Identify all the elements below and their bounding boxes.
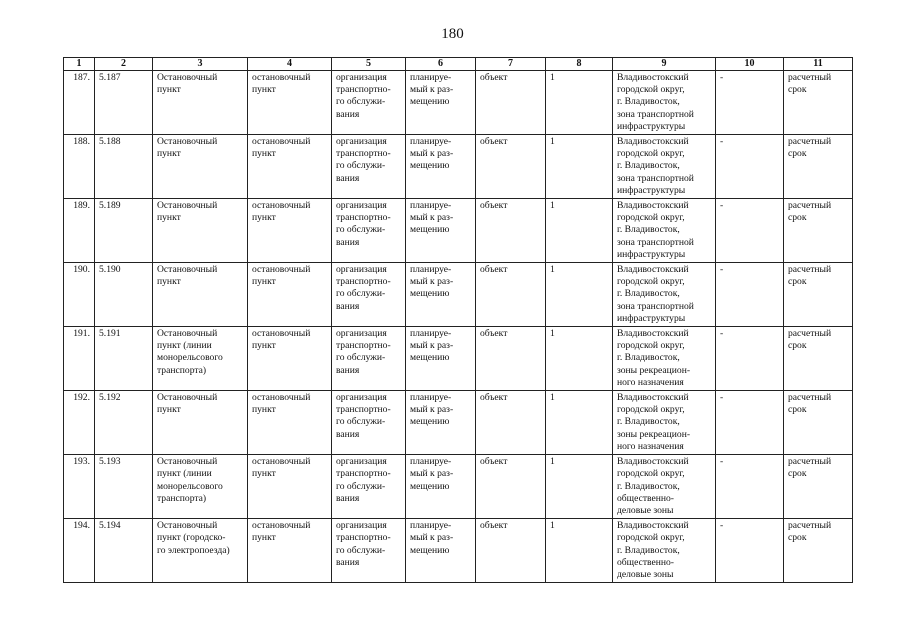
col-header: 10 [716, 58, 784, 71]
object-count: 1 [546, 391, 613, 455]
col-header: 5 [332, 58, 406, 71]
table-row [64, 327, 853, 391]
implementation-term: расчетный срок [784, 263, 853, 327]
object-count: 1 [546, 455, 613, 519]
object-kind: остановочный пункт [248, 263, 332, 327]
object-type: объект [476, 391, 546, 455]
object-kind: остановочный пункт [248, 135, 332, 199]
object-count: 1 [546, 327, 613, 391]
object-location: Владивостокский городской округ, г. Владивосток, общественно- деловые зоны [613, 455, 716, 519]
column-10-value: - [716, 391, 784, 455]
object-location: Владивостокский городской округ, г. Владивосток, зона транспортной инфраструктуры [613, 135, 716, 199]
header-row [64, 58, 853, 71]
col-header: 1 [64, 58, 95, 71]
table-row [64, 263, 853, 327]
object-status: планируе- мый к раз- мещению [406, 455, 476, 519]
row-number: 190. [64, 263, 95, 327]
row-number: 194. [64, 519, 95, 583]
object-purpose: организация транспортно- го обслужи- вания [332, 455, 406, 519]
object-location: Владивостокский городской округ, г. Владивосток, зона транспортной инфраструктуры [613, 199, 716, 263]
row-number: 192. [64, 391, 95, 455]
col-header: 9 [613, 58, 716, 71]
object-location: Владивостокский городской округ, г. Владивосток, общественно- деловые зоны [613, 519, 716, 583]
object-type: объект [476, 263, 546, 327]
object-kind: остановочный пункт [248, 391, 332, 455]
object-type: объект [476, 71, 546, 135]
object-status: планируе- мый к раз- мещению [406, 391, 476, 455]
object-name: Остановочный пункт [153, 263, 248, 327]
object-kind: остановочный пункт [248, 455, 332, 519]
item-code: 5.194 [95, 519, 153, 583]
table-row [64, 135, 853, 199]
object-status: планируе- мый к раз- мещению [406, 327, 476, 391]
object-name: Остановочный пункт [153, 391, 248, 455]
object-status: планируе- мый к раз- мещению [406, 263, 476, 327]
item-code: 5.189 [95, 199, 153, 263]
item-code: 5.191 [95, 327, 153, 391]
object-purpose: организация транспортно- го обслужи- вания [332, 71, 406, 135]
col-header: 7 [476, 58, 546, 71]
object-name: Остановочный пункт (линии монорельсового транспорта) [153, 327, 248, 391]
row-number: 187. [64, 71, 95, 135]
object-count: 1 [546, 135, 613, 199]
object-type: объект [476, 135, 546, 199]
object-kind: остановочный пункт [248, 519, 332, 583]
object-location: Владивостокский городской округ, г. Владивосток, зона транспортной инфраструктуры [613, 263, 716, 327]
object-purpose: организация транспортно- го обслужи- вания [332, 519, 406, 583]
object-name: Остановочный пункт (линии монорельсового транспорта) [153, 455, 248, 519]
object-name: Остановочный пункт [153, 135, 248, 199]
object-status: планируе- мый к раз- мещению [406, 519, 476, 583]
row-number: 188. [64, 135, 95, 199]
object-purpose: организация транспортно- го обслужи- вания [332, 135, 406, 199]
implementation-term: расчетный срок [784, 327, 853, 391]
col-header: 6 [406, 58, 476, 71]
object-type: объект [476, 455, 546, 519]
object-purpose: организация транспортно- го обслужи- вания [332, 199, 406, 263]
col-header: 2 [95, 58, 153, 71]
implementation-term: расчетный срок [784, 455, 853, 519]
item-code: 5.190 [95, 263, 153, 327]
object-purpose: организация транспортно- го обслужи- вания [332, 263, 406, 327]
object-count: 1 [546, 71, 613, 135]
objects-table [63, 57, 853, 583]
object-type: объект [476, 519, 546, 583]
object-location: Владивостокский городской округ, г. Владивосток, зона транспортной инфраструктуры [613, 71, 716, 135]
implementation-term: расчетный срок [784, 519, 853, 583]
row-number: 189. [64, 199, 95, 263]
col-header: 3 [153, 58, 248, 71]
object-purpose: организация транспортно- го обслужи- вания [332, 391, 406, 455]
object-count: 1 [546, 519, 613, 583]
row-number: 193. [64, 455, 95, 519]
item-code: 5.188 [95, 135, 153, 199]
column-10-value: - [716, 519, 784, 583]
object-status: планируе- мый к раз- мещению [406, 135, 476, 199]
table-row [64, 519, 853, 583]
object-name: Остановочный пункт [153, 71, 248, 135]
object-count: 1 [546, 199, 613, 263]
col-header: 8 [546, 58, 613, 71]
object-count: 1 [546, 263, 613, 327]
column-10-value: - [716, 455, 784, 519]
item-code: 5.187 [95, 71, 153, 135]
object-type: объект [476, 199, 546, 263]
column-10-value: - [716, 263, 784, 327]
table-row [64, 391, 853, 455]
object-status: планируе- мый к раз- мещению [406, 199, 476, 263]
item-code: 5.193 [95, 455, 153, 519]
implementation-term: расчетный срок [784, 391, 853, 455]
item-code: 5.192 [95, 391, 153, 455]
table-row [64, 199, 853, 263]
object-location: Владивостокский городской округ, г. Владивосток, зоны рекреацион- ного назначения [613, 327, 716, 391]
column-10-value: - [716, 327, 784, 391]
column-10-value: - [716, 71, 784, 135]
object-location: Владивостокский городской округ, г. Владивосток, зоны рекреацион- ного назначения [613, 391, 716, 455]
implementation-term: расчетный срок [784, 199, 853, 263]
column-10-value: - [716, 199, 784, 263]
col-header: 4 [248, 58, 332, 71]
column-10-value: - [716, 135, 784, 199]
object-purpose: организация транспортно- го обслужи- вания [332, 327, 406, 391]
table-row [64, 71, 853, 135]
page-number: 180 [441, 26, 464, 42]
object-name: Остановочный пункт (городско- го электропоезда) [153, 519, 248, 583]
implementation-term: расчетный срок [784, 71, 853, 135]
object-status: планируе- мый к раз- мещению [406, 71, 476, 135]
object-kind: остановочный пункт [248, 71, 332, 135]
table-row [64, 455, 853, 519]
object-kind: остановочный пункт [248, 199, 332, 263]
object-name: Остановочный пункт [153, 199, 248, 263]
implementation-term: расчетный срок [784, 135, 853, 199]
row-number: 191. [64, 327, 95, 391]
col-header: 11 [784, 58, 853, 71]
object-kind: остановочный пункт [248, 327, 332, 391]
object-type: объект [476, 327, 546, 391]
